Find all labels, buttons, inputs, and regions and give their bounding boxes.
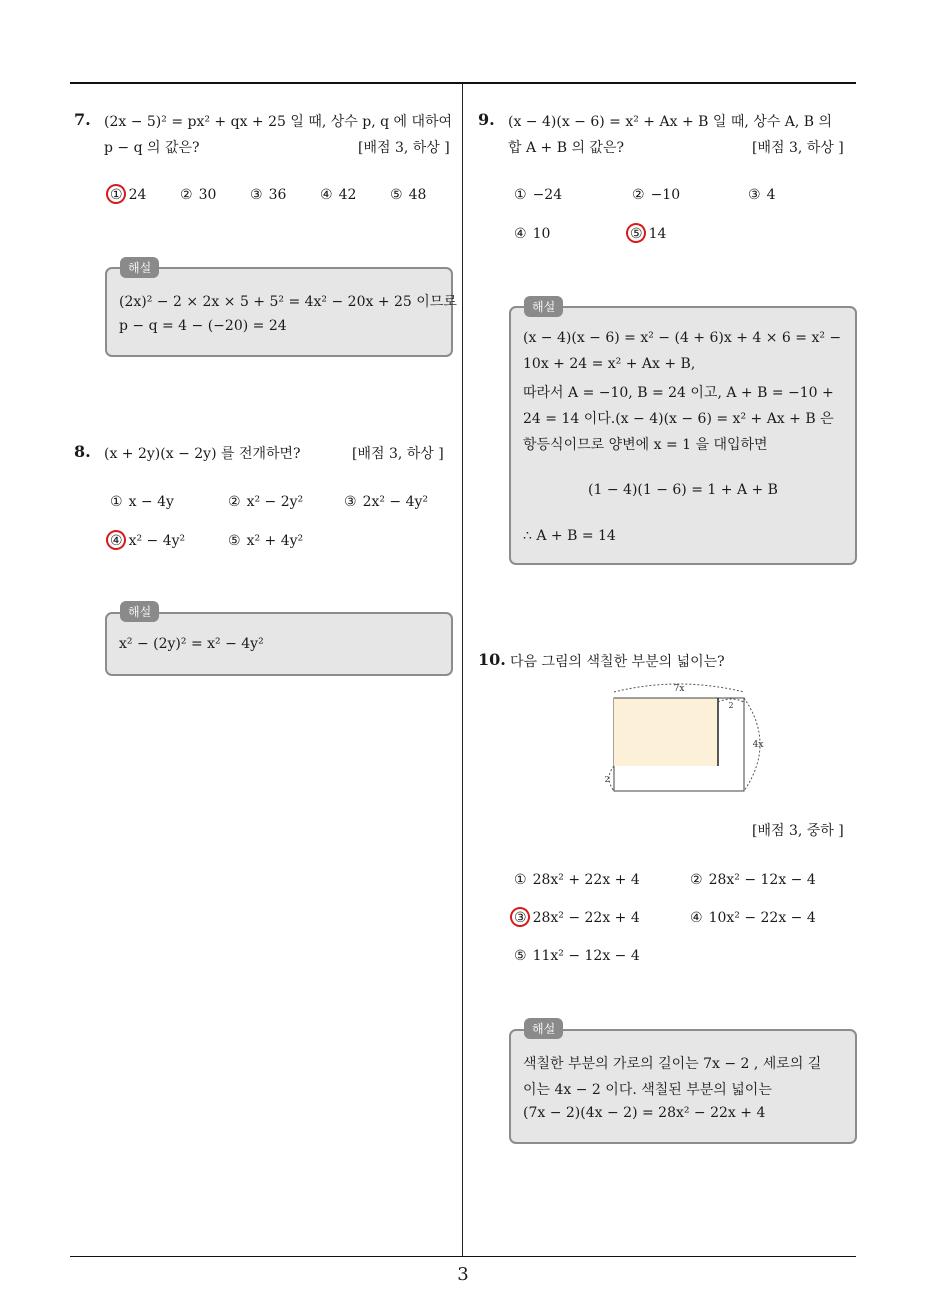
solution-line: (x − 4)(x − 6) = x² − (4 + 6)x + 4 × 6 = x² − — [523, 330, 842, 346]
question-text: (x − 4)(x − 6) = x² + Ax + B 일 때, 상수 A, B 의 — [508, 114, 833, 130]
solution-tag: 해설 — [524, 1018, 563, 1039]
choice-5[interactable]: ⑤ 14 — [630, 226, 667, 242]
solution-tag: 해설 — [120, 257, 159, 278]
question-text: (2x − 5)² = px² + qx + 25 일 때, 상수 p, q 에 대하여 — [104, 114, 453, 130]
choice-2[interactable]: ② −10 — [632, 187, 681, 203]
bottom-rule — [70, 1256, 856, 1257]
solution-box — [105, 612, 453, 676]
choice-1[interactable]: ① 24 — [110, 187, 147, 203]
question-number: 8. — [74, 442, 91, 461]
label-left: 2 — [604, 775, 610, 784]
question-number: 10. — [478, 650, 506, 669]
choice-2[interactable]: ② 28x² − 12x − 4 — [690, 872, 816, 888]
choice-4[interactable]: ④ 10 — [514, 226, 551, 242]
rectangle-figure — [600, 678, 780, 800]
score-meta: [배점 3, 하상 ] — [352, 446, 444, 462]
choice-3[interactable]: ③ 28x² − 22x + 4 — [514, 910, 640, 926]
choice-5[interactable]: ⑤ 48 — [390, 187, 427, 203]
top-rule — [70, 82, 856, 84]
column-divider — [462, 84, 463, 1256]
choice-4[interactable]: ④ 42 — [320, 187, 357, 203]
solution-line: 24 = 14 이다.(x − 4)(x − 6) = x² + Ax + B 은 — [523, 411, 834, 427]
choice-3[interactable]: ③ 36 — [250, 187, 287, 203]
label-top: 7x — [673, 684, 685, 694]
solution-line: (2x)² − 2 × 2x × 5 + 5² = 4x² − 20x + 25 이므로 — [119, 294, 457, 310]
solution-box — [105, 267, 457, 357]
solution-line: (7x − 2)(4x − 2) = 28x² − 22x + 4 — [523, 1105, 766, 1121]
solution-box — [509, 306, 857, 565]
choice-1[interactable]: ① −24 — [514, 187, 563, 203]
choice-4[interactable]: ④ 10x² − 22x − 4 — [690, 910, 816, 926]
question-number: 7. — [74, 110, 91, 129]
solution-line: (1 − 4)(1 − 6) = 1 + A + B — [588, 482, 778, 498]
page-number: 3 — [457, 1264, 469, 1285]
shaded-region — [614, 698, 718, 766]
solution-line: 따라서 A = −10, B = 24 이고, A + B = −10 + — [523, 385, 834, 401]
question-text: (x + 2y)(x − 2y) 를 전개하면? — [104, 446, 301, 462]
solution-line: 색칠한 부분의 가로의 길이는 7x − 2 , 세로의 길 — [523, 1056, 822, 1072]
score-meta: [배점 3, 하상 ] — [752, 140, 844, 156]
choice-5[interactable]: ⑤ 11x² − 12x − 4 — [514, 948, 640, 964]
solution-line: x² − (2y)² = x² − 4y² — [119, 636, 264, 652]
choice-1[interactable]: ① 28x² + 22x + 4 — [514, 872, 640, 888]
solution-line: 10x + 24 = x² + Ax + B, — [523, 356, 696, 372]
solution-line: 이는 4x − 2 이다. 색칠된 부분의 넓이는 — [523, 1082, 772, 1098]
label-inner: 2 — [728, 701, 734, 710]
question-text: 합 A + B 의 값은? — [508, 140, 624, 156]
label-right: 4x — [752, 740, 764, 750]
score-meta: [배점 3, 중하 ] — [752, 823, 844, 839]
solution-line: p − q = 4 − (−20) = 24 — [119, 318, 287, 334]
solution-box — [509, 1029, 857, 1144]
choice-1[interactable]: ① x − 4y — [110, 494, 174, 510]
choice-3[interactable]: ③ 2x² − 4y² — [344, 494, 429, 510]
solution-line: ∴ A + B = 14 — [523, 528, 616, 544]
question-text: p − q 의 값은? — [104, 140, 200, 156]
choice-3[interactable]: ③ 4 — [748, 187, 776, 203]
score-meta: [배점 3, 하상 ] — [358, 140, 450, 156]
question-number: 9. — [478, 110, 495, 129]
choice-2[interactable]: ② 30 — [180, 187, 217, 203]
solution-line: 항등식이므로 양변에 x = 1 을 대입하면 — [523, 437, 768, 453]
choice-2[interactable]: ② x² − 2y² — [228, 494, 304, 510]
choice-5[interactable]: ⑤ x² + 4y² — [228, 533, 304, 549]
solution-tag: 해설 — [120, 601, 159, 622]
choice-4[interactable]: ④ x² − 4y² — [110, 533, 186, 549]
question-text: 다음 그림의 색칠한 부분의 넓이는? — [510, 654, 725, 670]
solution-tag: 해설 — [524, 296, 563, 317]
